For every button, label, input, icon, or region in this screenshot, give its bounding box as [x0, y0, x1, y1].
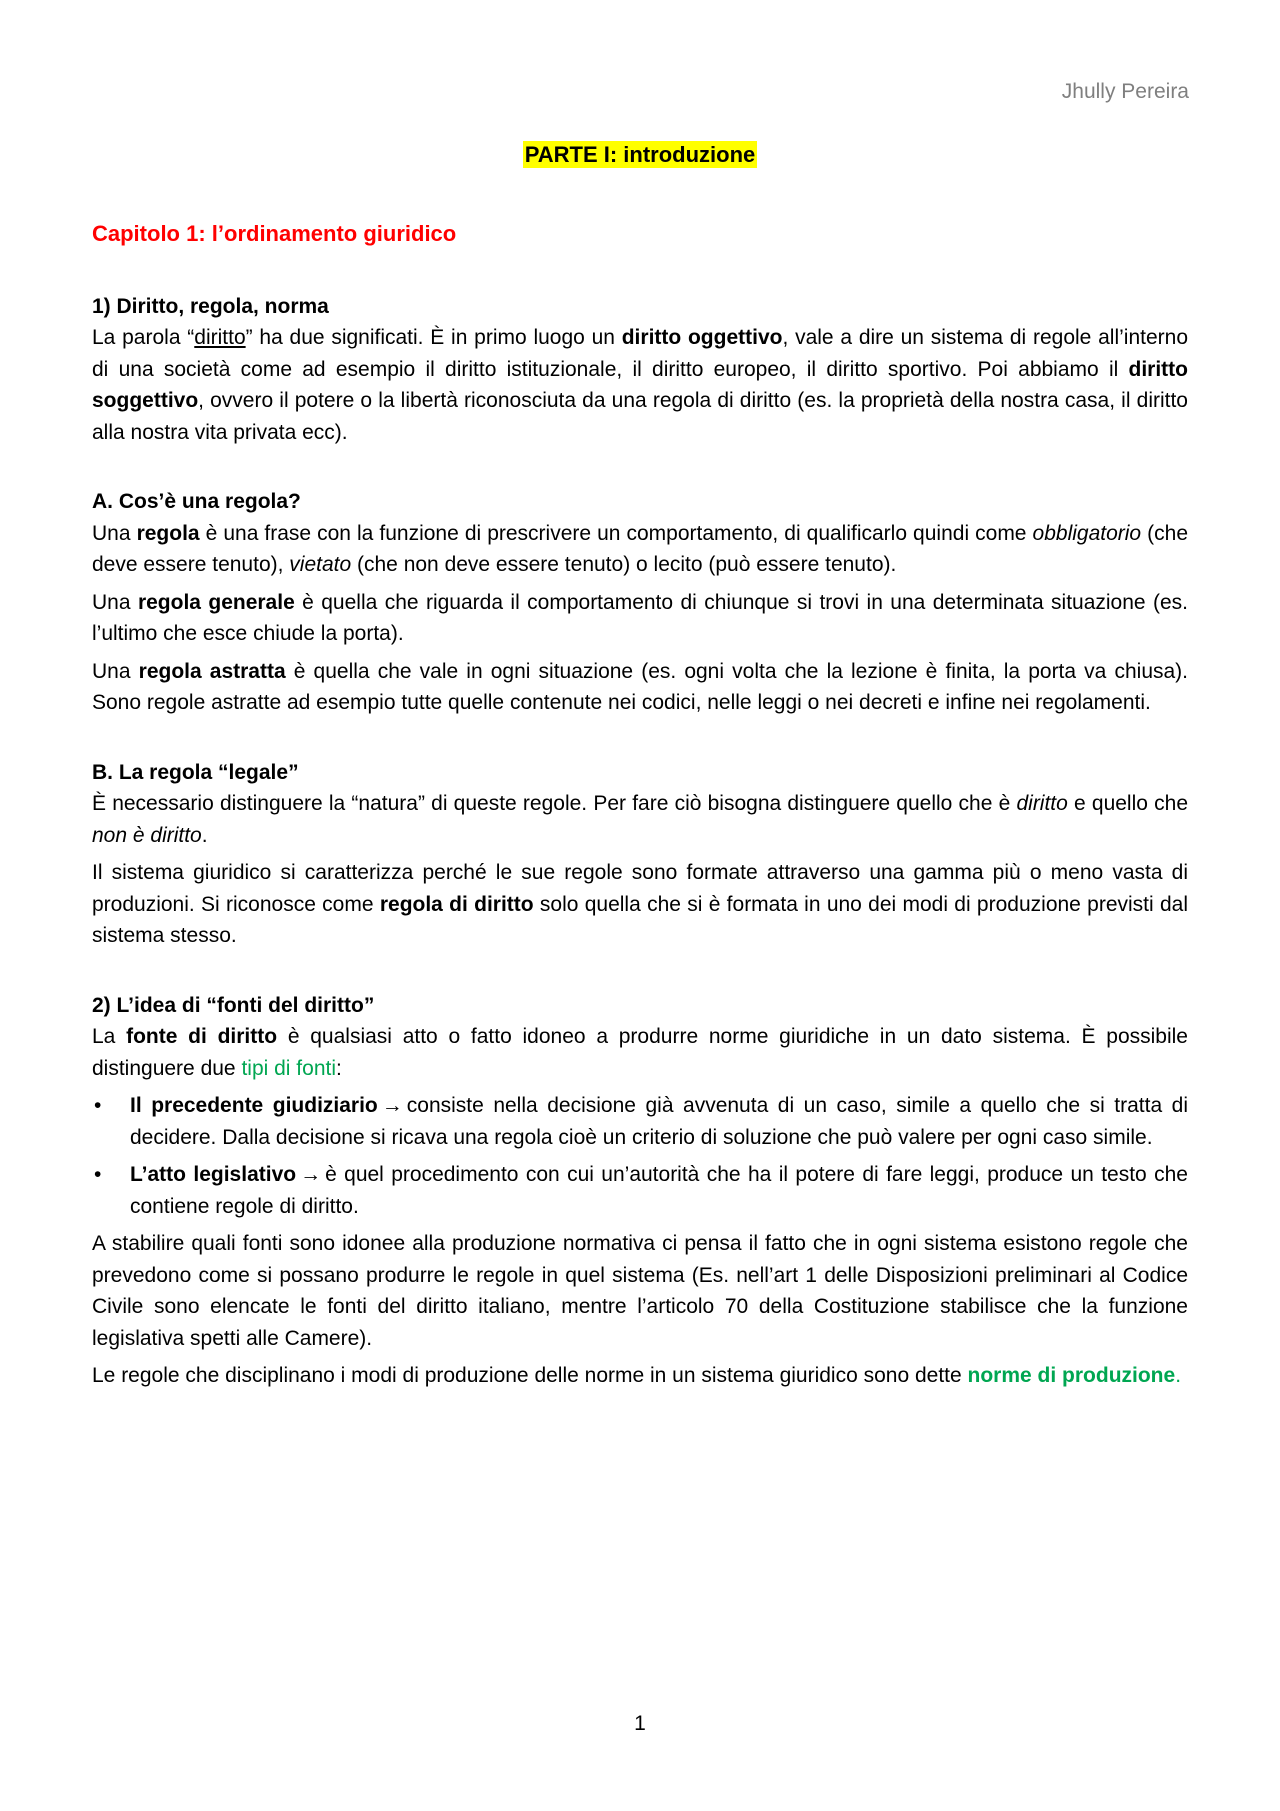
section-2-paragraph-1: La fonte di diritto è qualsiasi atto o fatto idoneo a produrre norme giuridiche in un dato sistema. È possibile distinguere due tipi di fonti:: [92, 1025, 1188, 1080]
section-1-paragraph: La parola “diritto” ha due significati. È in primo luogo un diritto oggettivo, vale a dire un sistema di regole all’interno di una società come ad esempio il diritto istituzionale, il diritto europeo, il diritto sportivo. Poi abbiamo il diritto soggettivo, ovvero il potere o la libertà riconosciuta da una regola di diritto (es. la proprietà della nostra casa, il diritto alla nostra vita privata ecc).: [92, 326, 1188, 444]
section-a-paragraph-2: Una regola generale è quella che riguarda il comportamento di chiunque si trovi in una determinata situazione (es. l’ultimo che esce chiude la porta).: [92, 590, 1189, 645]
arrow-right-icon: →: [300, 1163, 322, 1186]
green-bold-term: norme di produzione: [967, 1364, 1176, 1387]
section-a-paragraph-1: Una regola è una frase con la funzione di prescrivere un comportamento, di qualificarlo quindi come obbligatorio (che deve essere tenuto), vietato (che non deve essere tenuto) o lecito (può essere tenuto).: [92, 521, 1189, 576]
section-a-heading: A. Cos’è una regola?: [92, 490, 301, 513]
fonti-list: [92, 1090, 1188, 1222]
section-2-paragraph-3: Le regole che disciplinano i modi di produzione delle norme in un sistema giuridico sono dette norme di produzione.: [92, 1364, 1182, 1387]
section-a-paragraph-3: Una regola astratta è quella che vale in ogni situazione (es. ogni volta che la lezione è finita, la porta va chiusa). Sono regole astratte ad esempio tutte quelle contenute nei codici, nelle leggi o nei decreti e infine nei regolamenti.: [92, 659, 1188, 714]
section-1-heading: 1) Diritto, regola, norma: [92, 294, 329, 318]
green-term: tipi di fonti: [241, 1056, 337, 1080]
author-name: Jhully Pereira: [1061, 80, 1189, 103]
arrow-right-icon: →: [381, 1094, 403, 1117]
part-title-highlight: PARTE I: introduzione: [524, 142, 756, 167]
section-b-paragraph-1: È necessario distinguere la “natura” di queste regole. Per fare ciò bisogna distinguere quello che è diritto e quello che non è diritto.: [92, 792, 1188, 847]
section-b-paragraph-2: Il sistema giuridico si caratterizza perché le sue regole sono formate attraverso una gamma più o meno vasta di produzioni. Si riconosce come regola di diritto solo quella che si è formata in uno dei modi di produzione previsti dal sistema stesso.: [92, 861, 1188, 947]
bullet-icon: •: [94, 1163, 102, 1186]
section-2-heading: 2) L’idea di “fonti del diritto”: [92, 993, 375, 1017]
term-diritto: diritto: [194, 326, 246, 349]
list-item: • L’atto legislativo → è quel procedimento con cui un’autorità che ha il potere di fare leggi, produce un testo che contiene regole di diritto.: [92, 1159, 1188, 1222]
section-2-paragraph-2: A stabilire quali fonti sono idonee alla produzione normativa ci pensa il fatto che in ogni sistema esistono regole che prevedono come si possano produrre le regole in quel sistema (Es. nell’art 1 delle Disposizioni preliminari al Codice Civile sono elencate le fonti del diritto italiano, mentre l’articolo 70 della Costituzione stabilisce che la funzione legislativa spetti alle Camere).: [92, 1232, 1188, 1350]
bullet-icon: •: [94, 1094, 102, 1117]
chapter-title: Capitolo 1: l’ordinamento giuridico: [92, 221, 457, 246]
list-item: • Il precedente giudiziario → consiste nella decisione già avvenuta di un caso, simile a quello che si tratta di decidere. Dalla decisione si ricava una regola cioè un criterio di soluzione che può valere per ogni caso simile.: [92, 1090, 1188, 1153]
page-number: 1: [634, 1712, 646, 1735]
section-b-heading: B. La regola “legale”: [92, 760, 299, 784]
part-title: [0, 142, 1280, 168]
document-body: [92, 218, 1188, 1398]
